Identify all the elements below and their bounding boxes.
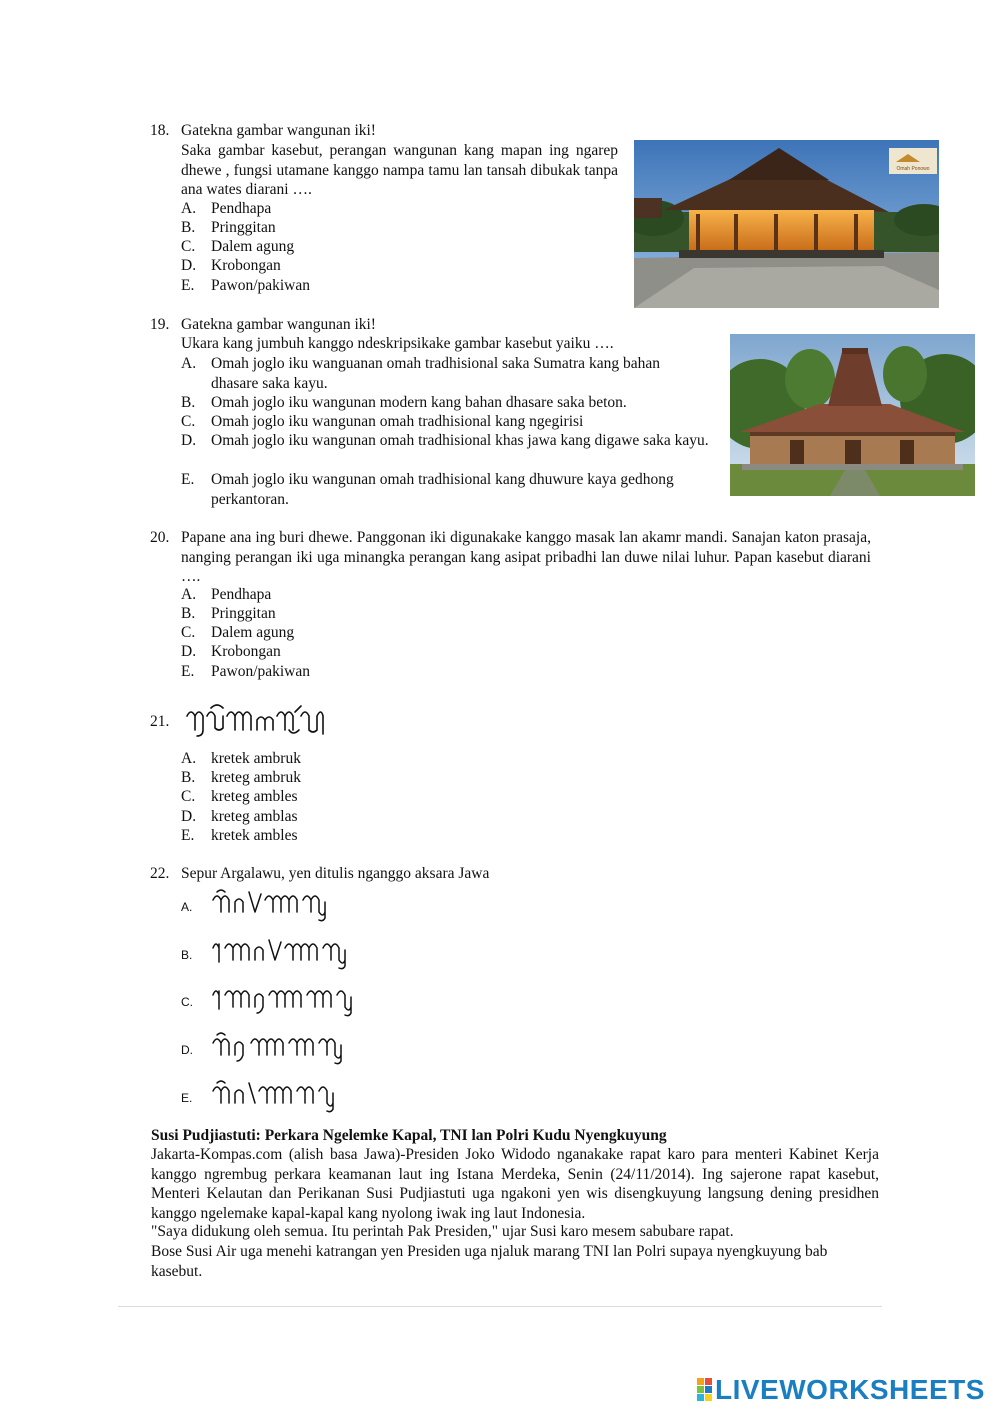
q22-option-e-label[interactable]: E. (181, 1091, 193, 1105)
question-22-prompt: Sepur Argalawu, yen ditulis nganggo aksara Jawa (181, 865, 490, 882)
q19-option-b-label[interactable]: B. (181, 394, 196, 411)
q21-option-e-text[interactable]: kretek ambles (211, 827, 298, 844)
q21-option-a-label[interactable]: A. (181, 750, 197, 767)
q18-option-d-text[interactable]: Krobongan (211, 257, 281, 274)
q21-option-d-label[interactable]: D. (181, 808, 197, 825)
page-divider (118, 1306, 882, 1307)
q19-option-e-text[interactable]: Omah joglo iku wangunan omah tradhisional kang dhuwure kaya gedhong perkantoran. (211, 471, 674, 508)
question-19-instruction: Gatekna gambar wangunan iki! (181, 316, 376, 333)
q20-option-e-text[interactable]: Pawon/pakiwan (211, 663, 311, 680)
q20-option-c-text[interactable]: Dalem agung (211, 624, 295, 641)
q21-option-a-text[interactable]: kretek ambruk (211, 750, 301, 767)
question-18-instruction: Gatekna gambar wangunan iki! (181, 122, 376, 139)
question-21-number: 21. (150, 713, 170, 730)
q20-option-e-label[interactable]: E. (181, 663, 195, 680)
article-paragraph-2: "Saya didukung oleh semua. Itu perintah Pak Presiden," ujar Susi karo mesem sabubare rapat. (151, 1223, 734, 1240)
q19-option-c-text[interactable]: Omah joglo iku wangunan omah tradhisional kang ngegirisi (211, 413, 584, 430)
q20-option-a-label[interactable]: A. (181, 586, 197, 603)
joglo-photo (730, 334, 975, 496)
question-20-number: 20. (150, 529, 170, 546)
q21-option-b-label[interactable]: B. (181, 769, 196, 786)
q18-option-d-label[interactable]: D. (181, 257, 197, 274)
q20-option-c-label[interactable]: C. (181, 624, 196, 641)
article-title: Susi Pudjiastuti: Perkara Ngelemke Kapal, TNI lan Polri Kudu Nyengkuyung (151, 1127, 667, 1144)
q18-option-b-label[interactable]: B. (181, 219, 196, 236)
q21-option-d-text[interactable]: kreteg amblas (211, 808, 298, 825)
q18-option-e-text[interactable]: Pawon/pakiwan (211, 277, 311, 294)
q18-option-c-label[interactable]: C. (181, 238, 196, 255)
q21-option-e-label[interactable]: E. (181, 827, 195, 844)
q19-option-d-text[interactable]: Omah joglo iku wangunan omah tradhisional khas jawa kang digawe saka kayu. (211, 432, 709, 449)
article-paragraph-3: Bose Susi Air uga menehi katrangan yen Presiden uga njaluk marang TNI lan Polri supaya nyengkuyung bab kasebut. (151, 1243, 828, 1280)
q18-option-a-text[interactable]: Pendhapa (211, 200, 272, 217)
q22-option-a-label[interactable]: A. (181, 900, 193, 914)
question-20-paragraph: Papane ana ing buri dhewe. Panggonan iki digunakake kanggo masak lan akamr mandi. Sanajan katon prasaja, nanging perangan iki uga minangka perangan kang asipat pribadhi lan duwe nilai luhur. Papan kasebut diarani …. (181, 529, 871, 585)
q18-option-e-label[interactable]: E. (181, 277, 195, 294)
q21-option-c-text[interactable]: kreteg ambles (211, 788, 298, 805)
q22-option-c-script[interactable] (211, 981, 371, 1023)
q22-option-d-script[interactable] (211, 1029, 361, 1071)
q18-option-c-text[interactable]: Dalem agung (211, 238, 295, 255)
q22-option-c-label[interactable]: C. (181, 995, 193, 1009)
photo-logo-text: Omah Ponowo (896, 166, 930, 172)
liveworksheets-grid-icon (697, 1378, 712, 1401)
q20-option-a-text[interactable]: Pendhapa (211, 586, 272, 603)
question-18-paragraph: Saka gambar kasebut, perangan wangunan kang mapan ing ngarep dhewe , fungsi utamane kanggo nampa tamu lan tansah dibukak tanpa ana wates diarani …. (181, 142, 618, 198)
q21-option-b-text[interactable]: kreteg ambruk (211, 769, 301, 786)
q22-option-a-script[interactable] (211, 886, 336, 928)
q21-option-c-label[interactable]: C. (181, 788, 196, 805)
q18-option-a-label[interactable]: A. (181, 200, 197, 217)
question-22-number: 22. (150, 865, 170, 882)
q20-option-b-label[interactable]: B. (181, 605, 196, 622)
q22-option-b-script[interactable] (211, 934, 366, 976)
article-paragraph-1: Jakarta-Kompas.com (alish basa Jawa)-Presiden Joko Widodo nganakake rapat karo para menteri Kabinet Kerja kanggo ngrembug perkara keamanan laut ing Istana Merdeka, Senin (24/11/2014). Ing sajerone rapat kasebut, Menteri Kelautan dan Perikanan Susi Pudjiastuti uga ngakoni yen wis disengkuyung langsung dening presidhen kanggo ngelemake kapal-kapal kang nyolong iwak ing laut Indonesia. (151, 1146, 879, 1222)
q19-option-b-text[interactable]: Omah joglo iku wangunan modern kang bahan dhasare saka beton. (211, 394, 627, 411)
q22-option-d-label[interactable]: D. (181, 1043, 193, 1057)
question-18-number: 18. (150, 122, 170, 139)
liveworksheets-brand-text: LIVEWORKSHEETS (715, 1373, 985, 1405)
q20-option-d-label[interactable]: D. (181, 643, 197, 660)
q21-javanese-script (183, 702, 333, 748)
q20-option-b-text[interactable]: Pringgitan (211, 605, 276, 622)
q19-option-d-label[interactable]: D. (181, 432, 197, 449)
question-19-number: 19. (150, 316, 170, 333)
liveworksheets-logo[interactable] (697, 1373, 985, 1405)
q19-option-a-label[interactable]: A. (181, 355, 197, 372)
q22-option-b-label[interactable]: B. (181, 948, 193, 962)
q22-option-e-script[interactable] (211, 1077, 351, 1119)
q19-option-c-label[interactable]: C. (181, 413, 196, 430)
q19-option-e-label[interactable]: E. (181, 471, 195, 488)
pendhapa-photo (634, 140, 939, 308)
q18-option-b-text[interactable]: Pringgitan (211, 219, 276, 236)
question-19-prompt: Ukara kang jumbuh kanggo ndeskripsikake gambar kasebut yaiku …. (181, 335, 614, 352)
q19-option-a-text[interactable]: Omah joglo iku wanguanan omah tradhisional saka Sumatra kang bahan dhasare saka kayu. (211, 355, 660, 392)
q20-option-d-text[interactable]: Krobongan (211, 643, 281, 660)
